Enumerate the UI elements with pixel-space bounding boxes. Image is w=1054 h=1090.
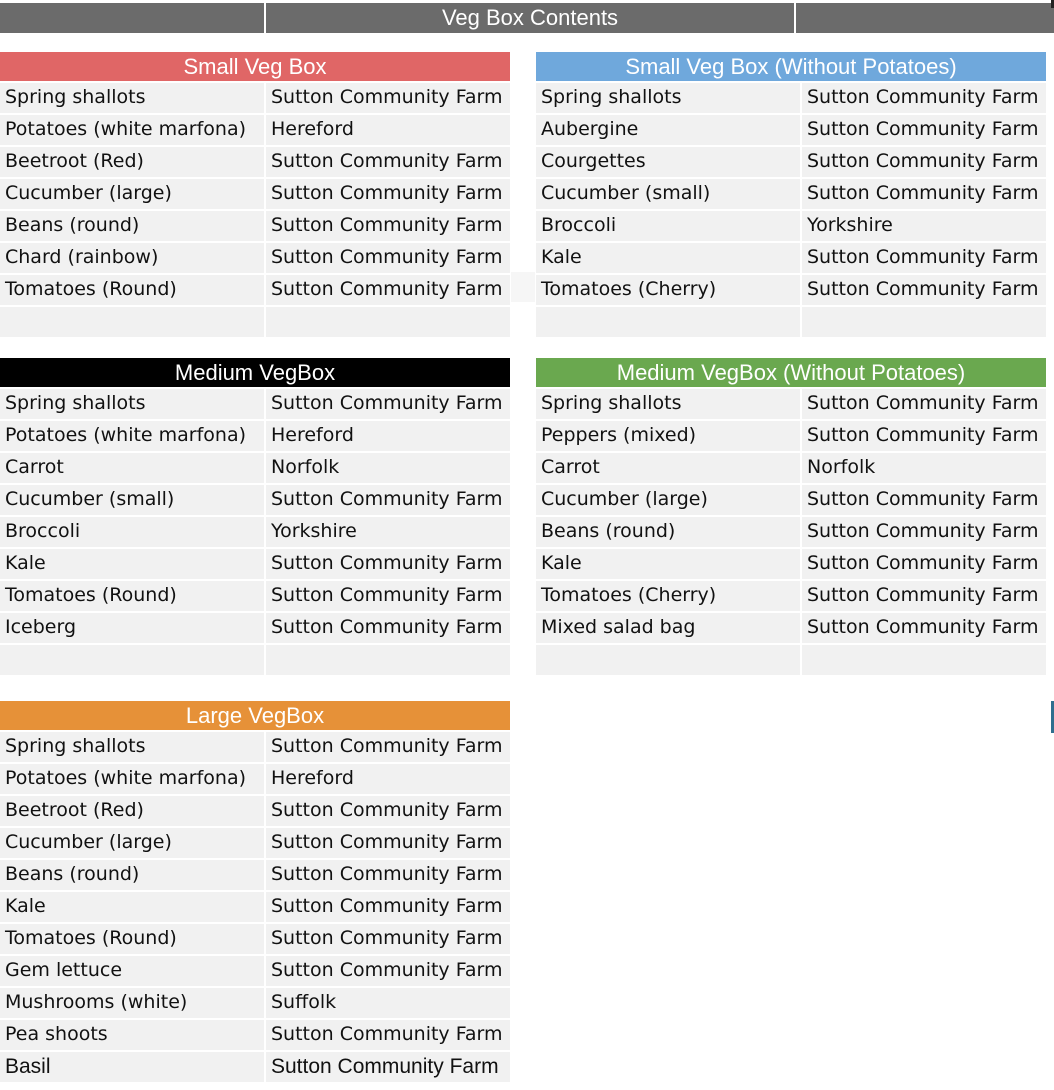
veg-name-cell[interactable]: Beans (round) [0, 860, 264, 890]
table-row [536, 451, 1046, 483]
empty-row [536, 305, 1046, 337]
sheet-title: Veg Box Contents [441, 5, 619, 30]
table-row [0, 515, 510, 547]
veg-name-cell[interactable]: Potatoes (white marfona) [0, 421, 264, 451]
table-row [0, 890, 510, 922]
veg-name-cell[interactable]: Tomatoes (Cherry) [536, 581, 800, 611]
empty-cell[interactable] [0, 645, 264, 675]
empty-row [536, 643, 1046, 675]
origin-cell[interactable]: Sutton Community Farm [802, 581, 1046, 611]
veg-name-cell[interactable]: Kale [0, 549, 264, 579]
table-row [536, 483, 1046, 515]
veg-name-cell[interactable]: Iceberg [0, 613, 264, 643]
veg-name-cell[interactable]: Beetroot (Red) [0, 147, 264, 177]
origin-cell[interactable]: Hereford [266, 115, 510, 145]
origin-cell[interactable]: Sutton Community Farm [266, 581, 510, 611]
table-row [536, 145, 1046, 177]
empty-row [0, 305, 510, 337]
title-cell-left[interactable] [0, 3, 264, 33]
veg-name-cell[interactable]: Spring shallots [0, 732, 264, 762]
origin-cell[interactable]: Sutton Community Farm [266, 147, 510, 177]
origin-cell[interactable]: Sutton Community Farm [266, 485, 510, 515]
origin-cell[interactable]: Sutton Community Farm [266, 860, 510, 890]
veg-name-cell[interactable]: Aubergine [536, 115, 800, 145]
table-row [536, 209, 1046, 241]
veg-name-cell[interactable]: Cucumber (large) [0, 179, 264, 209]
veg-name-cell[interactable]: Chard (rainbow) [0, 243, 264, 273]
origin-cell[interactable]: Suffolk [266, 988, 510, 1018]
table-row [0, 826, 510, 858]
origin-cell[interactable]: Sutton Community Farm [802, 275, 1046, 305]
table-row [0, 145, 510, 177]
veg-name-cell[interactable]: Basil [0, 1052, 264, 1082]
origin-cell[interactable]: Sutton Community Farm [802, 421, 1046, 451]
box-rows [536, 387, 1046, 675]
veg-name-cell[interactable]: Broccoli [0, 517, 264, 547]
box-header: Small Veg Box (Without Potatoes) [536, 52, 1046, 81]
origin-cell[interactable]: Sutton Community Farm [266, 732, 510, 762]
origin-cell[interactable]: Sutton Community Farm [266, 892, 510, 922]
table-row [536, 419, 1046, 451]
table-row [0, 241, 510, 273]
box-header: Medium VegBox [0, 358, 510, 387]
veg-name-cell[interactable]: Peppers (mixed) [536, 421, 800, 451]
box-header: Small Veg Box [0, 52, 510, 81]
table-row [536, 273, 1046, 305]
table-row [0, 762, 510, 794]
box-header: Large VegBox [0, 701, 510, 730]
origin-cell[interactable]: Sutton Community Farm [266, 83, 510, 113]
origin-cell[interactable]: Sutton Community Farm [266, 275, 510, 305]
table-row [536, 241, 1046, 273]
veg-name-cell[interactable]: Carrot [536, 453, 800, 483]
table-row [0, 547, 510, 579]
origin-cell[interactable]: Sutton Community Farm [266, 796, 510, 826]
veg-name-cell[interactable]: Spring shallots [0, 83, 264, 113]
veg-name-cell[interactable]: Potatoes (white marfona) [0, 764, 264, 794]
veg-name-cell[interactable]: Kale [536, 243, 800, 273]
origin-cell[interactable]: Sutton Community Farm [266, 211, 510, 241]
veg-name-cell[interactable]: Cucumber (large) [536, 485, 800, 515]
table-row [0, 273, 510, 305]
table-row [536, 177, 1046, 209]
empty-row [0, 643, 510, 675]
veg-name-cell[interactable]: Courgettes [536, 147, 800, 177]
origin-cell[interactable]: Sutton Community Farm [802, 549, 1046, 579]
veg-name-cell[interactable]: Spring shallots [0, 389, 264, 419]
table-row [0, 209, 510, 241]
empty-cell[interactable] [266, 307, 510, 337]
table-row [536, 515, 1046, 547]
origin-cell[interactable]: Sutton Community Farm [266, 549, 510, 579]
table-row [536, 611, 1046, 643]
table-row [0, 483, 510, 515]
origin-cell[interactable]: Sutton Community Farm [802, 179, 1046, 209]
table-row [0, 858, 510, 890]
veg-name-cell[interactable]: Kale [536, 549, 800, 579]
origin-cell[interactable]: Sutton Community Farm [266, 1052, 510, 1082]
table-row [536, 113, 1046, 145]
origin-cell[interactable]: Sutton Community Farm [802, 517, 1046, 547]
veg-name-cell[interactable]: Spring shallots [536, 83, 800, 113]
spacer-cell[interactable] [511, 272, 535, 302]
origin-cell[interactable]: Sutton Community Farm [266, 924, 510, 954]
origin-cell[interactable]: Sutton Community Farm [802, 147, 1046, 177]
title-bar [0, 3, 1054, 33]
origin-cell[interactable]: Sutton Community Farm [266, 179, 510, 209]
table-row [0, 579, 510, 611]
table-row [0, 922, 510, 954]
veg-name-cell[interactable]: Broccoli [536, 211, 800, 241]
empty-cell[interactable] [802, 645, 1046, 675]
table-row [0, 387, 510, 419]
table-row [0, 1050, 510, 1082]
small-veg-box-no-potatoes-table [536, 52, 1046, 337]
veg-name-cell[interactable]: Cucumber (small) [0, 485, 264, 515]
table-row [536, 81, 1046, 113]
box-header: Medium VegBox (Without Potatoes) [536, 358, 1046, 387]
veg-name-cell[interactable]: Mixed salad bag [536, 613, 800, 643]
table-row [0, 113, 510, 145]
empty-cell[interactable] [536, 645, 800, 675]
veg-name-cell[interactable]: Kale [0, 892, 264, 922]
origin-cell[interactable]: Sutton Community Farm [266, 613, 510, 643]
origin-cell[interactable]: Sutton Community Farm [266, 389, 510, 419]
box-rows [0, 730, 510, 1082]
table-row [0, 986, 510, 1018]
origin-cell[interactable]: Sutton Community Farm [802, 83, 1046, 113]
veg-name-cell[interactable]: Tomatoes (Round) [0, 581, 264, 611]
box-rows [536, 81, 1046, 337]
table-row [0, 81, 510, 113]
origin-cell[interactable]: Sutton Community Farm [802, 613, 1046, 643]
veg-name-cell[interactable]: Beans (round) [536, 517, 800, 547]
box-rows [0, 387, 510, 675]
table-row [536, 579, 1046, 611]
veg-name-cell[interactable]: Cucumber (large) [0, 828, 264, 858]
empty-cell[interactable] [0, 307, 264, 337]
empty-cell[interactable] [536, 307, 800, 337]
origin-cell[interactable]: Sutton Community Farm [266, 243, 510, 273]
veg-name-cell[interactable]: Beans (round) [0, 211, 264, 241]
origin-cell[interactable]: Sutton Community Farm [802, 485, 1046, 515]
origin-cell[interactable]: Sutton Community Farm [266, 1020, 510, 1050]
table-row [0, 177, 510, 209]
table-row [0, 954, 510, 986]
veg-name-cell[interactable]: Tomatoes (Round) [0, 275, 264, 305]
box-rows [0, 81, 510, 337]
veg-name-cell[interactable]: Cucumber (small) [536, 179, 800, 209]
origin-cell[interactable]: Sutton Community Farm [802, 389, 1046, 419]
veg-name-cell[interactable]: Pea shoots [0, 1020, 264, 1050]
veg-name-cell[interactable]: Spring shallots [536, 389, 800, 419]
veg-name-cell[interactable]: Mushrooms (white) [0, 988, 264, 1018]
origin-cell[interactable]: Sutton Community Farm [266, 828, 510, 858]
table-row [536, 547, 1046, 579]
origin-cell[interactable]: Yorkshire [802, 211, 1046, 241]
large-vegbox-table [0, 701, 510, 1082]
table-row [0, 611, 510, 643]
medium-vegbox-table [0, 358, 510, 675]
veg-name-cell[interactable]: Tomatoes (Cherry) [536, 275, 800, 305]
veg-name-cell[interactable]: Potatoes (white marfona) [0, 115, 264, 145]
table-row [536, 387, 1046, 419]
veg-name-cell[interactable]: Carrot [0, 453, 264, 483]
origin-cell[interactable]: Sutton Community Farm [266, 956, 510, 986]
table-row [0, 794, 510, 826]
medium-vegbox-no-potatoes-table [536, 358, 1046, 675]
table-row [0, 1018, 510, 1050]
origin-cell[interactable]: Yorkshire [266, 517, 510, 547]
table-row [0, 451, 510, 483]
small-veg-box-table [0, 52, 510, 337]
table-row [0, 419, 510, 451]
origin-cell[interactable]: Sutton Community Farm [802, 243, 1046, 273]
title-cell-right[interactable] [794, 3, 1054, 33]
origin-cell[interactable]: Hereford [266, 421, 510, 451]
empty-cell[interactable] [266, 645, 510, 675]
origin-cell[interactable]: Norfolk [266, 453, 510, 483]
origin-cell[interactable]: Norfolk [802, 453, 1046, 483]
origin-cell[interactable]: Sutton Community Farm [802, 115, 1046, 145]
empty-cell[interactable] [802, 307, 1046, 337]
veg-name-cell[interactable]: Tomatoes (Round) [0, 924, 264, 954]
veg-name-cell[interactable]: Gem lettuce [0, 956, 264, 986]
veg-name-cell[interactable]: Beetroot (Red) [0, 796, 264, 826]
table-row [0, 730, 510, 762]
origin-cell[interactable]: Hereford [266, 764, 510, 794]
